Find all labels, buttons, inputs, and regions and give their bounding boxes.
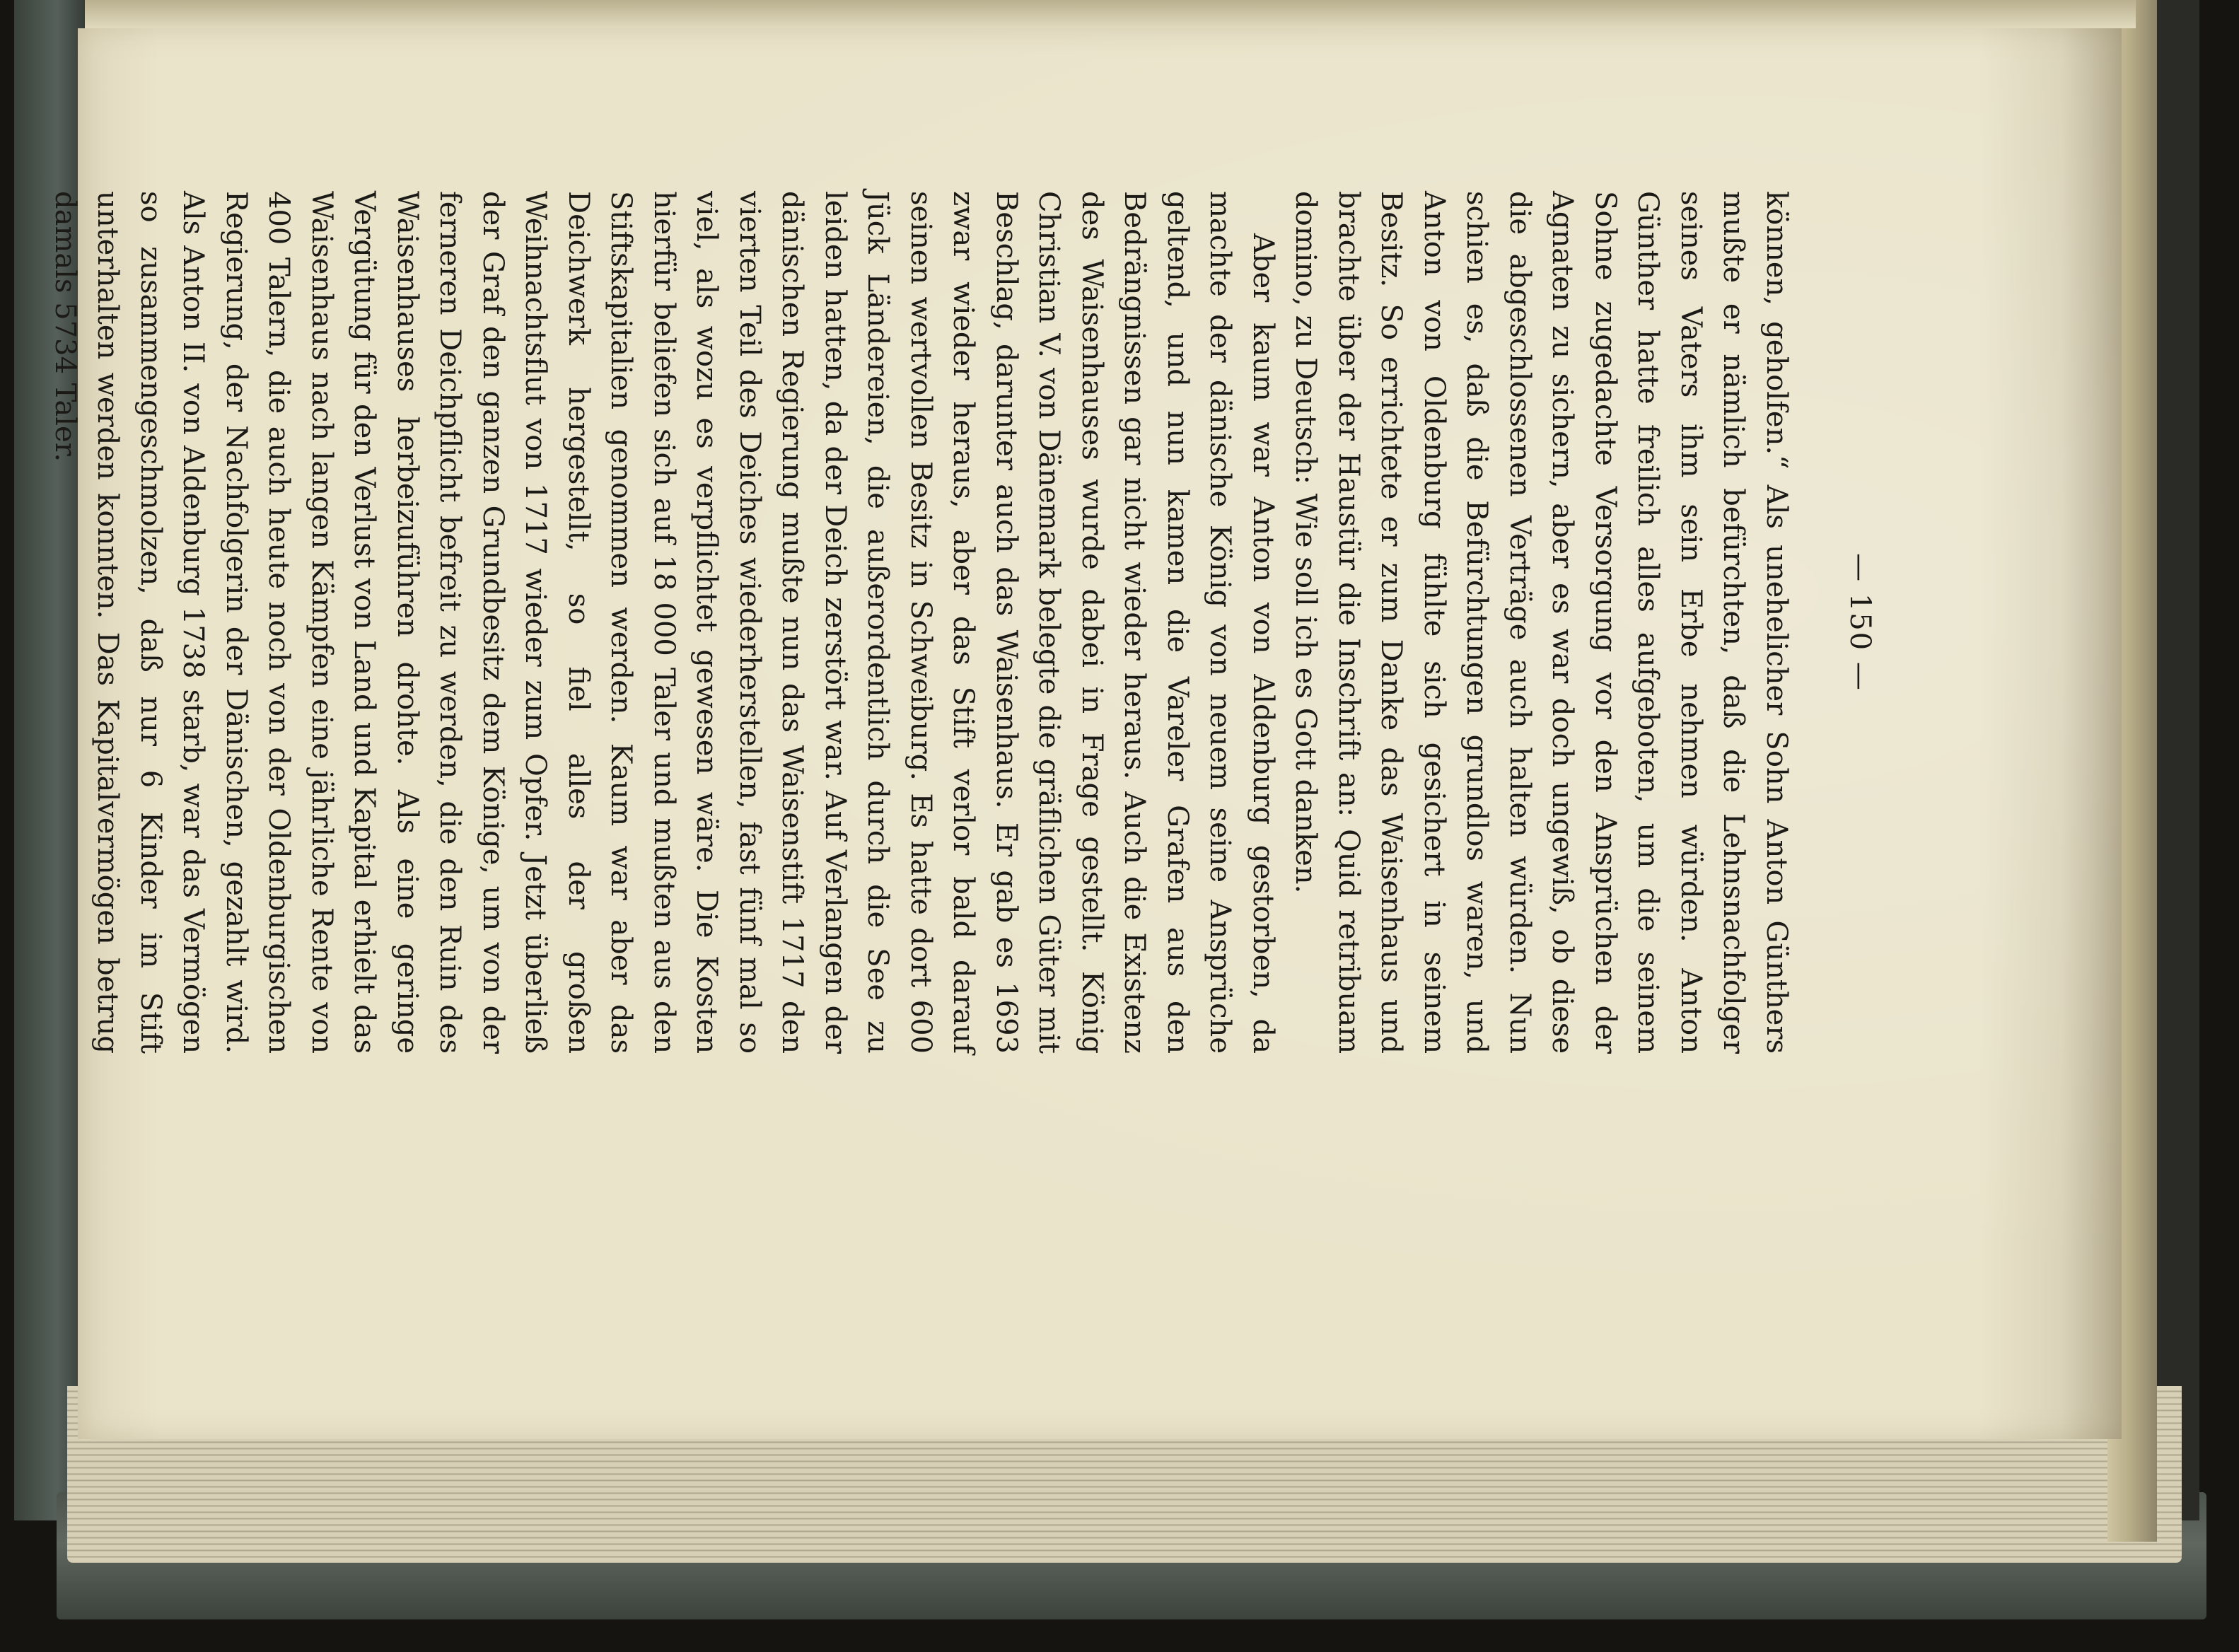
- page-text-block: [49, 191, 1881, 1054]
- book-cover-right-edge: [2157, 0, 2199, 1520]
- page-number: — 150 —: [1844, 553, 1876, 692]
- paragraph-2: Aber kaum war Anton von Aldenburg gestorben, da machte der dänische König von neuem seine Ansprüche geltend, und nun kamen die Vareler Grafen aus den Bedrängnissen gar nicht wieder heraus. Auch die Existenz des Waisenhauses wurde dabei in Frage gestellt. König Christian V. von Dänemark belegte die gräflichen Güter mit Beschlag, darunter auch das Waisenhaus. Er gab es 1693 zwar wieder heraus, aber das Stift verlor bald darauf seinen wertvollen Besitz in Schweiburg. Es hatte dort 600 Jück Ländereien, die außerordentlich durch die See zu leiden hatten, da der Deich zerstört war. Auf Verlangen der dänischen Regierung mußte nun das Waisenstift 1717 den vierten Teil des Deiches wiederherstellen, fast fünf mal so viel, als wozu es verpflichtet gewesen wäre. Die Kosten hierfür beliefen sich auf 18 000 Taler und mußten aus den Stiftskapitalien genommen werden. Kaum war aber das Deichwerk hergestellt, so fiel alles der großen Weihnachtsflut von 1717 wieder zum Opfer. Jetzt überließ der Graf den ganzen Grundbesitz dem Könige, um von der ferneren Deichpflicht befreit zu werden, die den Ruin des Waisenhauses herbeizuführen drohte. Als eine geringe Vergütung für den Verlust von Land und Kapital erhielt das Waisenhaus nach langen Kämpfen eine jährliche Rente von 400 Talern, die auch heute noch von der Oldenburgischen Regierung, der Nachfolgerin der Dänischen, gezahlt wird. Als Anton II. von Aldenburg 1738 starb, war das Vermögen so zusammengeschmolzen, daß nur 6 Kinder im Stift unterhalten werden konnten. Das Kapitalvermögen betrug damals 5734 Taler.: [49, 191, 1279, 1054]
- gutter-shadow: [2061, 28, 2122, 1439]
- paragraph-1: können, geholfen.“ Als unehelicher Sohn Anton Günthers mußte er nämlich befürchten, daß die Lehnsnachfolger seines Vaters ihm sein Erbe nehmen würden. Anton Günther hatte freilich alles aufgeboten, um die seinem Sohne zugedachte Versorgung vor den Ansprüchen der Agnaten zu sichern, aber es war doch ungewiß, ob diese die abgeschlossenen Verträge auch halten würden. Nun schien es, daß die Befürchtungen grundlos waren, und Anton von Oldenburg fühlte sich gesichert in seinem Besitz. So errichtete er zum Danke das Waisenhaus und brachte über der Haustür die Inschrift an: Quid retribuam domino, zu Deutsch: Wie soll ich es Gott danken.: [1289, 191, 1793, 1054]
- facing-page-edge: [85, 0, 2136, 28]
